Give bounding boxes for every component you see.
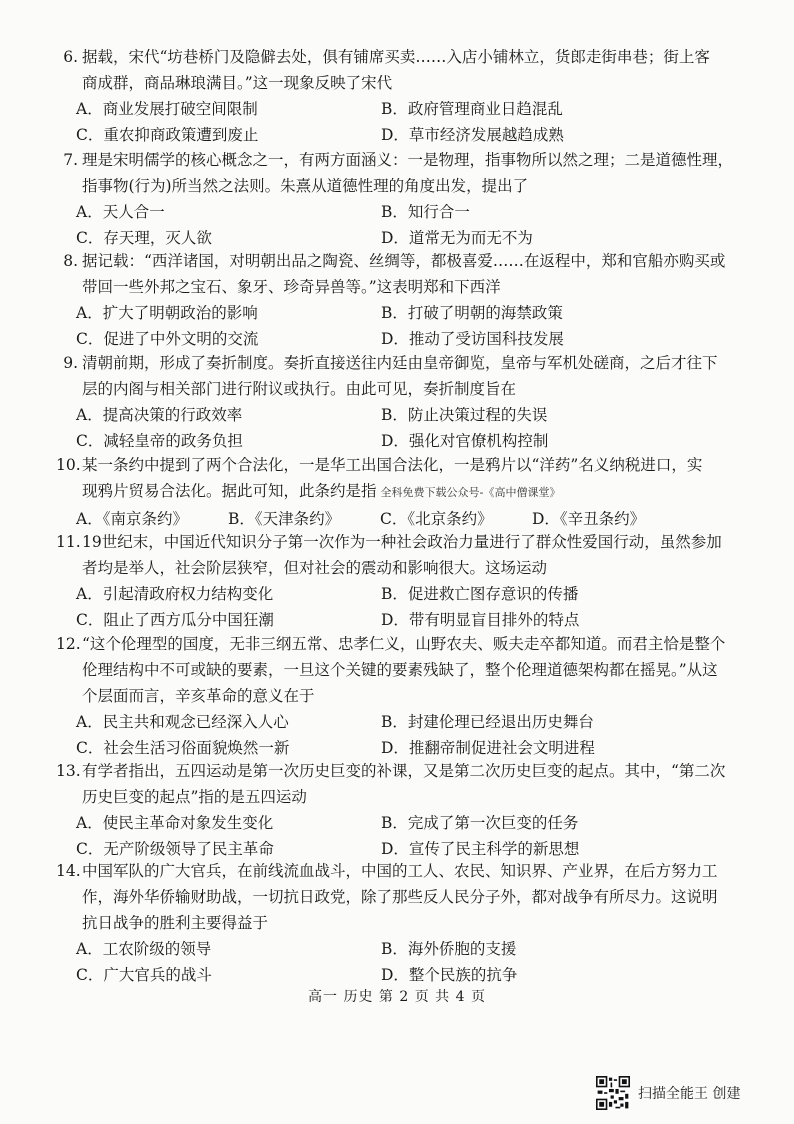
question-10 (56, 452, 746, 532)
watermark-text: 全科免费下载公众号-《高中僧课堂》 (380, 486, 561, 499)
stem-text: 某一条约中提到了两个合法化，一是华工出国合法化，一是鸦片以“洋药”名义纳税进口，实 (82, 456, 703, 474)
question-number: 7. (63, 151, 78, 169)
question-stem (56, 631, 746, 709)
stem-text: 带回一些外邦之宝石、象牙、珍奇异兽等。”这表明郑和下西洋 (82, 278, 501, 296)
stem-text: 层的内阁与相关部门进行附议或执行。由此可见，奏折制度旨在 (82, 380, 517, 398)
option-c: C．《北京条约》 (380, 510, 493, 528)
question-stem (56, 44, 746, 96)
options (76, 709, 746, 761)
stem-text: 商成群，商品琳琅满目。”这一现象反映了宋代 (82, 74, 393, 92)
question-number: 10. (56, 456, 81, 474)
stem-text: 个层面而言，辛亥革命的意义在于 (82, 687, 315, 705)
stem-text: 指事物(行为)所当然之法则。朱熹从道德性理的角度出发，提出了 (82, 177, 529, 195)
question-number: 13. (56, 762, 81, 780)
stem-text: “这个伦理型的国度，无非三纲五常、忠孝仁义，山野农夫、贩夫走卒都知道。而君主恰是整个 (82, 635, 726, 653)
option-b: B．《天津条约》 (228, 510, 341, 528)
question-number: 14. (56, 862, 81, 880)
option-c: C．广大官兵的战斗 (76, 966, 212, 984)
option-a: A．天人合一 (76, 203, 165, 221)
option-b: B．防止决策过程的失误 (381, 406, 548, 424)
option-d: D．带有明显盲目排外的特点 (381, 611, 580, 629)
option-b: B．促进救亡图存意识的传播 (381, 585, 579, 603)
option-a: A．引起清政府权力结构变化 (76, 585, 274, 603)
options (76, 402, 746, 454)
stem-text: 19世纪末，中国近代知识分子第一次作为一种社会政治力量进行了群众性爱国行动，虽然参加 (82, 533, 722, 551)
option-b: B．海外侨胞的支援 (381, 940, 517, 958)
stem-text: 据记载：“西洋诸国，对明朝出品之陶瓷、丝绸等，都极喜爱……在返程中，郑和官船亦购买或 (82, 252, 726, 270)
option-a: A．商业发展打破空间限制 (76, 100, 258, 118)
options (76, 936, 746, 988)
question-12 (56, 631, 746, 761)
question-14 (56, 858, 746, 988)
stem-text: 中国军队的广大官兵，在前线流血战斗，中国的工人、农民、知识界、产业界，在后方努力工 (82, 862, 718, 880)
stem-text: 抗日战争的胜利主要得益于 (82, 914, 269, 932)
question-stem (56, 248, 746, 300)
options (76, 96, 746, 148)
option-b: B．政府管理商业日趋混乱 (381, 100, 563, 118)
option-c: C．存天理，灭人欲 (76, 229, 212, 247)
option-b: B．完成了第一次巨变的任务 (381, 814, 579, 832)
question-11 (56, 529, 746, 633)
option-a: A．工农阶级的领导 (76, 940, 212, 958)
stem-text: 理是宋明儒学的核心概念之一，有两方面涵义：一是物理，指事物所以然之理；二是道德性理， (82, 151, 734, 169)
option-d: D．推动了受访国科技发展 (381, 330, 564, 348)
options (76, 581, 746, 633)
question-6 (56, 44, 746, 148)
stem-text: 伦理结构中不可或缺的要素，一旦这个关键的要素残缺了，整个伦理道德架构都在摇晃。”从这 (82, 661, 718, 679)
question-number: 6. (63, 48, 78, 66)
options (76, 300, 746, 352)
option-a: A．提高决策的行政效率 (76, 406, 243, 424)
question-stem (56, 350, 746, 402)
question-number: 9. (63, 354, 78, 372)
scanner-badge (596, 1076, 740, 1110)
option-d: D．草市经济发展越趋成熟 (381, 126, 564, 144)
stem-text: 清朝前期，形成了奏折制度。奏折直接送往内廷由皇帝御览，皇帝与军机处磋商，之后才往下 (82, 354, 718, 372)
option-c: C．减轻皇帝的政务负担 (76, 432, 243, 450)
stem-text: 据载，宋代“坊巷桥门及隐僻去处，俱有铺席买卖……入店小铺林立，货郎走街串巷；街上客 (82, 48, 710, 66)
option-c: C．重农抑商政策遭到废止 (76, 126, 259, 144)
stem-text: 历史巨变的起点”指的是五四运动 (82, 788, 307, 806)
question-9 (56, 350, 746, 454)
option-c: C．无产阶级领导了民主革命 (76, 840, 274, 858)
question-7 (56, 147, 746, 251)
question-number: 12. (56, 635, 81, 653)
question-stem (56, 858, 746, 936)
option-d: D．宣传了民主科学的新思想 (381, 840, 580, 858)
options (76, 810, 746, 862)
option-d: D．《辛丑条约》 (532, 510, 646, 528)
question-number: 8. (63, 252, 78, 270)
question-stem (56, 452, 746, 506)
option-a: A．扩大了明朝政治的影响 (76, 304, 258, 322)
scanner-label: 扫描全能王 创建 (638, 1086, 741, 1102)
question-stem (56, 758, 746, 810)
option-c: C．促进了中外文明的交流 (76, 330, 259, 348)
option-b: B．封建伦理已经退出历史舞台 (381, 713, 594, 731)
option-c: C．阻止了西方瓜分中国狂潮 (76, 611, 274, 629)
question-stem (56, 147, 746, 199)
question-number: 11. (56, 533, 81, 551)
question-stem (56, 529, 746, 581)
options (76, 199, 746, 251)
option-d: D．道常无为而无不为 (381, 229, 533, 247)
question-13 (56, 758, 746, 862)
option-c: C．社会生活习俗面貌焕然一新 (76, 739, 290, 757)
page-footer: 高一 历史 第 2 页 共 4 页 (308, 989, 486, 1005)
stem-text: 作，海外华侨输财助战，一切抗日政党，除了那些反人民分子外，都对战争有所尽力。这说明 (82, 888, 718, 906)
question-8 (56, 248, 746, 352)
option-a: A．《南京条约》 (76, 510, 188, 528)
stem-text: 有学者指出，五四运动是第一次历史巨变的补课，又是第二次历史巨变的起点。其中，“第二次 (82, 762, 726, 780)
option-d: D．推翻帝制促进社会文明进程 (381, 739, 595, 757)
option-b: B．打破了明朝的海禁政策 (381, 304, 563, 322)
qr-code-icon (596, 1076, 630, 1110)
option-b: B．知行合一 (381, 203, 470, 221)
option-a: A．使民主革命对象发生变化 (76, 814, 274, 832)
option-d: D．整个民族的抗争 (381, 966, 518, 984)
option-a: A．民主共和观念已经深入人心 (76, 713, 289, 731)
stem-text: 者均是举人，社会阶层狭窄，但对社会的震动和影响很大。这场运动 (82, 559, 548, 577)
option-d: D．强化对官僚机构控制 (381, 432, 549, 450)
stem-text: 现鸦片贸易合法化。据此可知，此条约是指 (82, 482, 377, 500)
